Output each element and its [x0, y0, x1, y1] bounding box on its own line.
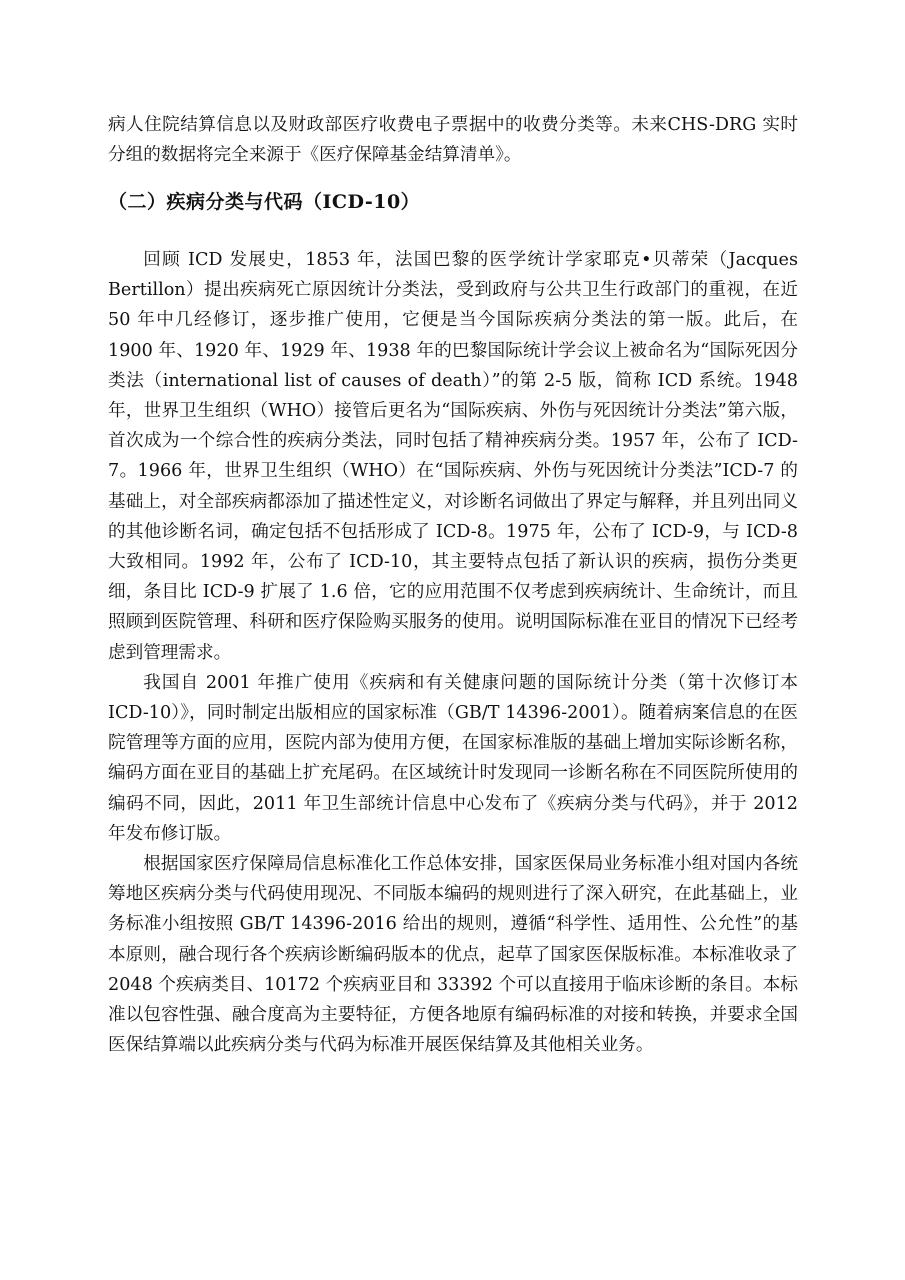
intro-paragraph: 病人住院结算信息以及财政部医疗收费电子票据中的收费分类等。未来CHS-DRG 实时分组的数据将完全来源于《医疗保障基金结算清单》。 [108, 115, 798, 166]
paragraph-icd-history: 回顾 ICD 发展史，1853 年，法国巴黎的医学统计学家耶克•贝蒂荣（Jacques Bertillon）提出疾病死亡原因统计分类法，受到政府与公共卫生行政部门的重视，在近 50 年中几经修订，逐步推广使用，它便是当今国际疾病分类法的第一版。此后，在 1900 年、1920 年、1929 年、1938 年的巴黎国际统计学会议上被命名为“国际死因分类法（international list of causes of death）”的第 2-5 版，简称 ICD 系统。1948 年，世界卫生组织（WHO）接管后更名为“国际疾病、外伤与死因统计分类法”第六版，首次成为一个综合性的疾病分类法，同时包括了精神疾病分类。1957 年，公布了 ICD-7。1966 年，世界卫生组织（WHO）在“国际疾病、外伤与死因统计分类法”ICD-7 的基础上，对全部疾病都添加了描述性定义，对诊断名词做出了界定与解释，并且列出同义的其他诊断名词，确定包括不包括形成了 ICD-8。1975 年，公布了 ICD-9，与 ICD-8 大致相同。1992 年，公布了 ICD-10，其主要特点包括了新认识的疾病，损伤分类更细，条目比 ICD-9 扩展了 1.6 倍，它的应用范围不仅考虑到疾病统计、生命统计，而且照顾到医院管理、科研和医疗保险购买服务的使用。说明国际标准在亚目的情况下已经考虑到管理需求。 [108, 250, 798, 663]
section-heading: （二）疾病分类与代码（ICD-10） [108, 191, 421, 213]
section-body [108, 245, 798, 1060]
paragraph-national-standard: 根据国家医疗保障局信息标准化工作总体安排，国家医保局业务标准小组对国内各统筹地区疾病分类与代码使用现况、不同版本编码的规则进行了深入研究，在此基础上，业务标准小组按照 GB/T 14396-2016 给出的规则，遵循“科学性、适用性、公允性”的基本原则，融合现行各个疾病诊断编码版本的优点，起草了国家医保版标准。本标准收录了 2048 个疾病类目、10172 个疾病亚目和 33392 个可以直接用于临床诊断的条目。本标准以包容性强、融合度高为主要特征，方便各地原有编码标准的对接和转换，并要求全国医保结算端以此疾病分类与代码为标准开展医保结算及其他相关业务。 [108, 854, 798, 1056]
paragraph-china-adoption: 我国自 2001 年推广使用《疾病和有关健康问题的国际统计分类（第十次修订本 ICD-10）》，同时制定出版相应的国家标准（GB/T 14396-2001）。随着病案信息的在医院管理等方面的应用，医院内部为使用方便，在国家标准版的基础上增加实际诊断名称，编码方面在亚目的基础上扩充尾码。在区域统计时发现同一诊断名称在不同医院所使用的编码不同，因此，2011 年卫生部统计信息中心发布了《疾病分类与代码》，并于 2012 年发布修订版。 [108, 672, 798, 844]
